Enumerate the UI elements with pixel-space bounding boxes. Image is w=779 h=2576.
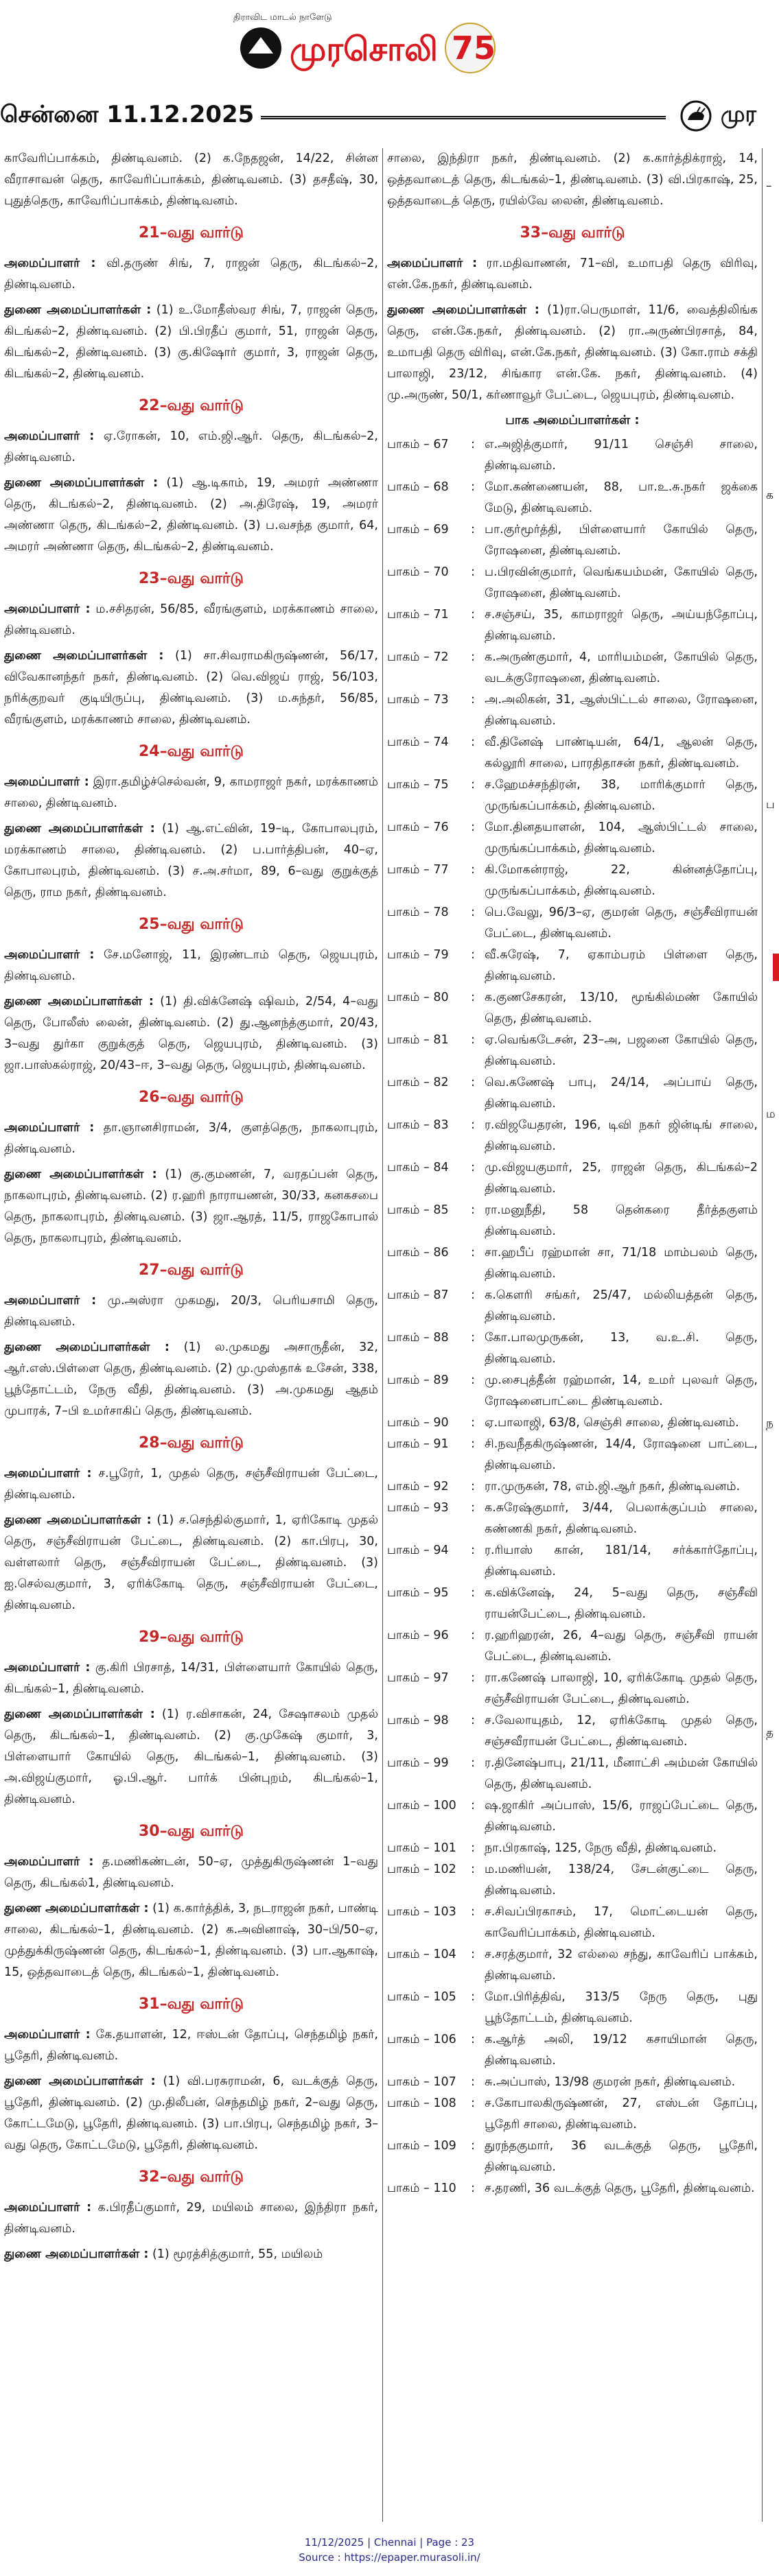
booth-row	[387, 1413, 758, 1434]
edition-bar	[0, 98, 779, 138]
separator: :	[471, 1841, 475, 1855]
booth-organizer: க.சுரேஷ்குமார், 3/44, பெலாக்குப்பம் சாலை, கண்ணகி நகர், திண்டிவனம்.	[485, 1501, 758, 1536]
tagline: திராவிட மாடல் நாளேடு	[233, 12, 332, 23]
appointment-entry	[387, 253, 758, 296]
booth-row	[387, 1242, 758, 1285]
booth-organizer: ர.தினேஷ்பாபு, 21/11, மீனாட்சி அம்மன் கோயில் தெரு, திண்டிவனம்.	[485, 1756, 758, 1791]
booth-number: பாகம் – 101	[387, 1841, 456, 1855]
appointee-details: (1) உ.மோதீஸ்வர சிங், 7, ராஜன் தெரு, கிடங்கல்–2, திண்டிவனம். (2) பி.பிரதீப் குமார், 51, ராஜன் தெரு, கிடங்கல்–2, திண்டிவனம். (3) கு.கிஷோர் குமார், 3, ராஜன் தெரு, கிடங்கல்–2, திண்டிவனம்.	[4, 303, 378, 381]
booth-row	[387, 519, 758, 562]
booth-organizer: ச.சிவப்பிரகாசம், 17, மொட்டையன் தெரு, காவேரிப்பாக்கம், திண்டிவனம்.	[485, 1905, 758, 1940]
appointee-details: க.பிரதீப்குமார், 29, மயிலம் சாலை, இந்திரா நகர், திண்டிவனம்.	[4, 2201, 378, 2236]
separator: :	[471, 1437, 475, 1451]
booth-organizer: நா.பிரகாஷ், 125, நேரு வீதி, திண்டிவனம்.	[485, 1841, 717, 1855]
appointment-entry	[4, 1337, 378, 1422]
booth-number: பாகம் – 84	[387, 1161, 449, 1174]
appointment-entry	[4, 1704, 378, 1810]
booth-row	[387, 2178, 758, 2199]
role-label: அமைப்பாளர் :	[4, 602, 91, 616]
booth-organizer: ரா.மனுநீதி, 58 தென்கரை தீர்த்தகுளம் திண்டிவனம்.	[485, 1203, 758, 1238]
appointment-entry	[387, 300, 758, 406]
appointment-entry	[4, 772, 378, 814]
booth-organizer: துரந்தகுமார், 36 வடக்குத் தெரு, பூதேரி, திண்டிவனம்.	[485, 2139, 758, 2174]
separator: :	[471, 1373, 475, 1387]
booth-row	[387, 775, 758, 817]
appointee-details: சே.மனோஜ், 11, இரண்டாம் தெரு, ஜெயபுரம், திண்டிவனம்.	[4, 948, 378, 983]
role-label: துணை அமைப்பாளர்கள் :	[4, 1168, 157, 1181]
appointment-entry	[4, 253, 378, 296]
booth-row	[387, 945, 758, 987]
booth-row	[387, 987, 758, 1030]
appointee-details: (1) ச.செந்தில்குமார், 1, ஏரிகோடி முதல் தெரு, சஞ்சீவிராயன் பேட்டை, திண்டிவனம். (2) கா.பிரபு, 30, வள்ளலார் தெரு, சஞ்சீவிராயன் பேட்டை, திண்டிவனம். (3) ஐ.செல்வகுமார், 3, ஏரிக்கோடி தெரு, சஞ்சீவிராயன் பேட்டை, திண்டிவனம்.	[4, 1513, 378, 1612]
booth-number: பாகம் – 99	[387, 1756, 449, 1770]
booth-organizer: மு.சைபுத்தீன் ரஹ்மான், 14, உமர் புலவர் தெரு, ரோஷனைபாட்டை திண்டிவனம்.	[485, 1373, 758, 1408]
ward-heading: 23–வது வார்டு	[138, 570, 244, 587]
separator: :	[471, 1990, 475, 2004]
appointment-entry	[4, 473, 378, 558]
booth-organizer: க.அருண்குமார், 4, மாரியம்மன், கோயில் தெரு, வடக்குரோஷனை, திண்டிவனம்.	[485, 650, 758, 685]
booth-organizer: பா.குர்மூர்த்தி, பிள்ளையார் கோயில் தெரு, ரோஷனை, திண்டிவனம்.	[485, 523, 758, 558]
booth-organizer: மோ.தினதயாளன், 104, ஆஸ்பிட்டல் சாலை, முருங்கப்பாக்கம், திண்டிவனம்.	[485, 820, 758, 855]
appointee-details: (1) க.கார்த்திக், 3, நடராஜன் நகர், பாண்டி சாலை, கிடங்கல்–1, திண்டிவனம். (2) க.அவினாஷ், 30–பி/50–ஏ, முத்துக்கிருஷ்ணன் தெரு, கிடங்கல்–1, திண்டிவனம். (3) பா.ஆகாஷ், 15, ஒத்தவாடைத் தெரு, கிடங்கல்–1, திண்டிவனம்.	[4, 1902, 378, 1979]
booth-number: பாகம் – 105	[387, 1990, 456, 2004]
clipped-text-fragment: –	[766, 179, 772, 193]
booth-row	[387, 1285, 758, 1327]
appointee-details: (1) கு.குமணன், 7, வரதப்பன் தெரு, நாகலாபுரம், திண்டிவனம். (2) ர.ஹரி நாராயணன், 30/33, கனகசபை தெரு, நாகலாபுரம், திண்டிவனம். (3) ஜா.ஆரத், 11/5, ராஜகோபால் தெரு, நாகலாபுரம், திண்டிவனம்.	[4, 1168, 378, 1245]
booth-organizer: ச.ஹேமச்சந்திரன், 38, மாரிக்குமார் தெரு, முருங்கப்பாக்கம், திண்டிவனம்.	[485, 778, 758, 813]
ward-heading: 27–வது வார்டு	[138, 1262, 244, 1279]
booth-number: பாகம் – 90	[387, 1416, 449, 1430]
booth-organizer: எ.அஜித்குமார், 91/11 செஞ்சி சாலை, திண்டிவனம்.	[485, 438, 758, 473]
appointment-entry	[4, 1164, 378, 1249]
appointee-details: (1) ல.முகமது அசாருதீன், 32, ஆர்.எஸ்.பிள்ளை தெரு, திண்டிவனம். (2) மு.முஸ்தாக் உசேன், 338, பூந்தோட்டம், நேரு வீதி, திண்டிவனம். (3) அ.முகமது ஆதம் முபாரக், 7–பி உமர்சாகிப் தெரு, திண்டிவனம்.	[4, 1340, 378, 1418]
booth-row	[387, 1540, 758, 1583]
ward-heading: 33–வது வார்டு	[520, 224, 625, 241]
booth-number: பாகம் – 77	[387, 863, 449, 877]
ward-heading: 25–வது வார்டு	[138, 916, 244, 933]
appointment-entry	[4, 1510, 378, 1616]
booth-row	[387, 2072, 758, 2093]
separator: :	[471, 1480, 475, 1493]
separator: :	[471, 1246, 475, 1260]
booth-number: பாகம் – 95	[387, 1586, 449, 1600]
booth-organizer: க.விக்னேஷ், 24, 5–வது தெரு, சஞ்சீவி ராயன்பேட்டை, திண்டிவனம்.	[485, 1586, 758, 1621]
booth-number: பாகம் – 76	[387, 820, 449, 834]
booth-row	[387, 1030, 758, 1072]
booth-row	[387, 860, 758, 902]
booth-row	[387, 1434, 758, 1476]
role-label: அமைப்பாளர் :	[387, 257, 478, 270]
booth-row	[387, 1795, 758, 1838]
separator: :	[471, 438, 475, 451]
booth-number: பாகம் – 107	[387, 2075, 456, 2089]
ward-heading: 21–வது வார்டு	[138, 224, 244, 241]
booth-number: பாகம் – 80	[387, 991, 449, 1004]
appointee-details: த.மணிகண்டன், 50–ஏ, முத்துகிருஷ்ணன் 1–வது தெரு, கிடங்கல்1, திண்டிவனம்.	[4, 1855, 378, 1890]
appointment-entry	[4, 426, 378, 469]
separator: :	[471, 1671, 475, 1685]
booth-organizer: சா.ஹபீப் ரஹ்மான் சா, 71/18 மாம்பலம் தெரு, திண்டிவனம்.	[485, 1246, 758, 1281]
appointee-details: ரா.மதிவாணன், 71–வி, உமாபதி தெரு விரிவு, என்.கே.நகர், திண்டிவனம்.	[387, 257, 758, 292]
booth-row	[387, 1753, 758, 1795]
appointee-details: (1)ரா.பெருமாள், 11/6, வைத்திலிங்க தெரு, என்.கே.நகர், திண்டிவனம். (2) ரா.அருண்பிரசாத், 84, உமாபதி தெரு விரிவு, என்.கே.நகர், திண்டிவனம். (3) கோ.ராம் சக்தி பாலாஜி, 23/12, சிங்கார என்.கே. நகர், திண்டிவனம். (4) மு.அருண், 50/1, கர்ணாவூர் பேட்டை, ஜெயபுரம், திண்டிவனம்.	[387, 303, 758, 402]
booth-row	[387, 1327, 758, 1370]
booth-number: பாகம் – 85	[387, 1203, 449, 1217]
booth-number: பாகம் – 109	[387, 2139, 456, 2153]
paragraph: சாலை, இந்திரா நகர், திண்டிவனம். (2) க.கார்த்திக்ராஜ், 14, ஒத்தவாடைத் தெரு, கிடங்கல்–1, திண்டிவனம். (3) வி.பிரகாஷ், 25, ஒத்தவாடைத் தெரு, ரயில்வே லைன், திண்டிவனம்.	[387, 152, 758, 208]
column-2-top	[387, 148, 758, 406]
booth-organizer: ஏ.பாலாஜி, 63/8, செஞ்சி சாலை, திண்டிவனம்.	[485, 1416, 739, 1430]
clipped-text-fragment: ம	[766, 1107, 776, 1121]
appointee-details: (1) மூரத்சித்குமார், 55, மயிலம்	[148, 2247, 323, 2261]
booth-row	[387, 477, 758, 519]
appointee-details: (1) தி.விக்னேஷ் ஷிவம், 2/54, 4–வது தெரு, போலீஸ் லைன், திண்டிவனம். (2) து.ஆனந்த்குமார், 20/43, 3–வது துர்கா குறுக்குத் தெரு, ஜெயபுரம், திண்டிவனம். (3) ஜா.பாஸ்கல்ராஜ், 20/43–ஈ, 3–வது தெரு, ஜெயபுரம், திண்டிவனம்.	[4, 995, 378, 1072]
appointment-entry	[4, 1463, 378, 1506]
booth-organizer: க.கௌரி சங்கர், 25/47, மல்லியத்தன் தெரு, திண்டிவனம்.	[485, 1288, 758, 1323]
booth-number: பாகம் – 78	[387, 906, 449, 919]
separator: :	[471, 991, 475, 1004]
booth-number: பாகம் – 87	[387, 1288, 449, 1302]
role-label: துணை அமைப்பாளர்கள் :	[4, 822, 155, 836]
bull-emblem-icon	[679, 99, 712, 132]
anniversary-badge: 75	[452, 29, 496, 67]
separator: :	[471, 1905, 475, 1919]
appointment-entry	[4, 599, 378, 641]
edition-city-date: சென்னை 11.12.2025	[0, 101, 255, 128]
appointee-details: ச.பூரேர், 1, முதல் தெரு, சஞ்சீவிராயன் பேட்டை, திண்டிவனம்.	[4, 1467, 378, 1502]
appointment-entry	[4, 1290, 378, 1333]
role-label: அமைப்பாளர் :	[4, 775, 89, 789]
booth-number: பாகம் – 94	[387, 1544, 449, 1557]
booth-number: பாகம் – 82	[387, 1076, 449, 1089]
booth-organizer: ச.சரத்குமார், 32 எல்லை சந்து, காவேரிப் பாக்கம், திண்டிவனம்.	[485, 1948, 758, 1983]
appointment-entry	[4, 818, 378, 903]
ward-heading: 29–வது வார்டு	[138, 1629, 244, 1646]
separator: :	[471, 2075, 475, 2089]
appointment-entry	[4, 1852, 378, 1894]
separator: :	[471, 1033, 475, 1047]
ward-heading: 24–வது வார்டு	[138, 743, 244, 760]
separator: :	[471, 1161, 475, 1174]
article-column-3-clipped	[766, 148, 779, 2522]
role-label: அமைப்பாளர் :	[4, 1661, 91, 1675]
edition-divider	[261, 116, 666, 119]
booth-row	[387, 1200, 758, 1242]
separator: :	[471, 1544, 475, 1557]
ward-heading: 31–வது வார்டு	[138, 1996, 244, 2013]
booth-number: பாகம் – 71	[387, 608, 449, 622]
booth-row	[387, 1157, 758, 1200]
booth-organizer: ரா.முருகன், 78, எம்.ஜி.ஆர் நகர், திண்டிவனம்.	[485, 1480, 741, 1493]
booth-row	[387, 1859, 758, 1902]
edition-right-text: முர	[721, 101, 757, 127]
separator: :	[471, 1288, 475, 1302]
booth-organizer: ச.தரணி, 36 வடக்குத் தெரு, பூதேரி, திண்டிவனம்.	[485, 2182, 755, 2195]
booth-organizer: வெ.கணேஷ் பாபு, 24/14, அப்பாய் தெரு, திண்டிவனம்.	[485, 1076, 758, 1111]
footer-date-page: 11/12/2025 | Chennai | Page : 23	[304, 2536, 475, 2549]
separator: :	[471, 906, 475, 919]
booth-number: பாகம் – 104	[387, 1948, 456, 1961]
logo-text: முரசொலி	[290, 30, 438, 69]
murasoli-logo	[233, 14, 522, 82]
role-label: அமைப்பாளர் :	[4, 2028, 91, 2042]
role-label: துணை அமைப்பாளர்கள் :	[387, 303, 539, 317]
separator: :	[471, 480, 475, 494]
appointment-entry	[4, 300, 378, 385]
role-label: அமைப்பாளர் :	[4, 257, 96, 270]
booth-number: பாகம் – 68	[387, 480, 449, 494]
booth-number: பாகம் – 89	[387, 1373, 449, 1387]
appointee-details: (1) வி.பரசுராமன், 6, வடக்குத் தெரு, பூதேரி, திண்டிவனம். (2) மு.திலீபன், செந்தமிழ் நகர், 2–வது தெரு, கோட்டமேடு, பூதேரி, திண்டிவனம். (3) பா.பிரபு, செந்தமிழ் நகர், 3–வது தெரு, கோட்டமேடு, பூதேரி, திண்டிவனம்.	[4, 2075, 378, 2152]
appointee-details: ம.சசிதரன், 56/85, வீரங்குளம், மரக்காணம் சாலை, திண்டிவனம்.	[4, 602, 378, 637]
booth-number: பாகம் – 69	[387, 523, 449, 536]
separator: :	[471, 2096, 475, 2110]
booth-organizer: சு.அப்பாஸ், 13/98 குமரன் நகர், திண்டிவனம்.	[485, 2075, 736, 2089]
appointee-details: ஏ.ரோகன், 10, எம்.ஜி.ஆர். தெரு, கிடங்கல்–2, திண்டிவனம்.	[4, 429, 378, 464]
separator: :	[471, 1118, 475, 1132]
booth-organizer: பெ.வேலு, 96/3–ஏ, குமரன் தெரு, சஞ்சீவிராயன் பேட்டை, திண்டிவனம்.	[485, 906, 758, 941]
booth-number: பாகம் – 92	[387, 1480, 449, 1493]
booth-organizer: மோ.கண்ணையன், 88, பா.உ.சு.நகர் ஜக்கை மேடு, திண்டிவனம்.	[485, 480, 758, 515]
role-label: துணை அமைப்பாளர்கள் :	[4, 2075, 156, 2088]
booth-number: பாகம் – 97	[387, 1671, 449, 1685]
separator: :	[471, 565, 475, 579]
separator: :	[471, 1863, 475, 1876]
booth-number: பாகம் – 100	[387, 1799, 456, 1812]
appointee-details: கு.கிரி பிரசாத், 14/31, பிள்ளையார் கோயில் தெரு, கிடங்கல்–1, திண்டிவனம்.	[4, 1661, 378, 1696]
role-label: துணை அமைப்பாளர்கள் :	[4, 476, 159, 490]
booth-row	[387, 732, 758, 775]
booth-organizer: ம.மணியன், 138/24, சேடன்குட்டை தெரு, திண்டிவனம்.	[485, 1863, 758, 1898]
appointment-entry	[4, 2244, 378, 2265]
separator: :	[471, 1203, 475, 1217]
ward-heading: 32–வது வார்டு	[138, 2169, 244, 2186]
booth-organizer: சி.நவநீதகிருஷ்ணன், 14/4, ரோஷனை பாட்டை, திண்டிவனம்.	[485, 1437, 758, 1472]
booth-organizer: மோ.பிரித்திவ், 313/5 நேரு தெரு, புது பூந்தோட்டம், திண்டிவனம்.	[485, 1990, 758, 2025]
booth-number: பாகம் – 108	[387, 2096, 456, 2110]
booth-number: பாகம் – 103	[387, 1905, 456, 1919]
separator: :	[471, 863, 475, 877]
article-column-2	[387, 148, 758, 2522]
appointee-details: (1) ஆ.எட்வின், 19–டி, கோபாலபுரம், மரக்காணம் சாலை, திண்டிவனம். (2) ப.பார்த்திபன், 40–ஏ, கோபாலபுரம், திண்டிவனம். (3) ச.அ.சர்மா, 89, 6–வது குறுக்குத் தெரு, ராம நகர், திண்டிவனம்.	[4, 822, 378, 899]
booth-row	[387, 1668, 758, 1710]
booth-row	[387, 689, 758, 732]
ward-heading: 22–வது வார்டு	[138, 397, 244, 414]
booth-organizer: வீ.சுரேஷ், 7, ஏகாம்பரம் பிள்ளை தெரு, திண்டிவனம்.	[485, 948, 758, 983]
booth-number: பாகம் – 72	[387, 650, 449, 664]
separator: :	[471, 1416, 475, 1430]
booth-number: பாகம் – 102	[387, 1863, 456, 1876]
booth-number: பாகம் – 73	[387, 693, 449, 707]
paragraph: காவேரிப்பாக்கம், திண்டிவனம். (2) க.நேதஜன், 14/22, சின்ன வீராசாவன் தெரு, காவேரிப்பாக்கம், திண்டிவனம். (3) தசதீஷ், 30, புதுத்தெரு, காவேரிப்பாக்கம், திண்டிவனம்.	[4, 152, 378, 208]
separator: :	[471, 1331, 475, 1345]
role-label: துணை அமைப்பாளர்கள் :	[4, 1513, 152, 1527]
separator: :	[471, 1756, 475, 1770]
booth-number: பாகம் – 98	[387, 1714, 449, 1727]
booth-row	[387, 1476, 758, 1498]
booth-organizer: ச.வேலாயுதம், 12, ஏரிக்கோடி முதல் தெரு, சஞ்சவீராயன் பேட்டை, திண்டிவனம்.	[485, 1714, 758, 1749]
booth-organizer: ச.சஞ்சய், 35, காமராஜர் தெரு, அய்யந்தோப்பு, திண்டிவனம்.	[485, 608, 758, 643]
booth-section-title: பாக அமைப்பாளர்கள் :	[505, 413, 640, 427]
article-column-1	[4, 148, 378, 2522]
role-label: அமைப்பாளர் :	[4, 948, 95, 962]
separator: :	[471, 2182, 475, 2195]
booth-row	[387, 1944, 758, 1987]
separator: :	[471, 1714, 475, 1727]
booth-row	[387, 1625, 758, 1668]
separator: :	[471, 1586, 475, 1600]
booth-organizer: க.ஆர்த் அலி, 19/12 கசாயிமான் தெரு, திண்டிவனம்.	[485, 2033, 758, 2068]
separator: :	[471, 1501, 475, 1515]
booth-organizer: ர.ரியாஸ் கான், 181/14, சர்க்கார்தோப்பு, திண்டிவனம்.	[485, 1544, 758, 1579]
role-label: துணை அமைப்பாளர்கள் :	[4, 649, 164, 663]
booth-number: பாகம் – 93	[387, 1501, 449, 1515]
appointment-entry	[4, 646, 378, 731]
booth-organizer: க.குணசேகரன், 13/10, மூங்கில்மண் கோயில் தெரு, திண்டிவனம்.	[485, 991, 758, 1026]
booth-number: பாகம் – 67	[387, 438, 449, 451]
appointee-details: தா.ஞானசிராமன், 3/4, குளத்தெரு, நாகலாபுரம், திண்டிவனம்.	[4, 1121, 378, 1156]
appointment-entry	[4, 1898, 378, 1983]
column-rule	[762, 148, 763, 2522]
booth-row	[387, 2029, 758, 2072]
red-marker	[773, 954, 779, 981]
booth-number: பாகம் – 83	[387, 1118, 449, 1132]
booth-organizer: ர.விஜயேதரன், 196, டிவி நகர் ஜின்டிங் சாலை, திண்டிவனம்.	[485, 1118, 758, 1153]
booth-row	[387, 562, 758, 604]
appointment-entry	[4, 2071, 378, 2156]
booth-number: பாகம் – 74	[387, 735, 449, 749]
booth-number: பாகம் – 70	[387, 565, 449, 579]
ward-heading: 30–வது வார்டு	[138, 1823, 244, 1840]
role-label: அமைப்பாளர் :	[4, 1855, 94, 1869]
appointment-entry	[4, 991, 378, 1076]
clipped-text-fragment: த	[766, 1726, 774, 1740]
appointee-details: இரா.தமிழ்ச்செல்வன், 9, காமராஜர் நகர், மரக்காணம் சாலை, திண்டிவனம்.	[4, 775, 378, 810]
separator: :	[471, 820, 475, 834]
booth-organizer: ரா.கணேஷ் பாலாஜி, 10, ஏரிக்கோடி முதல் தெரு, சஞ்சீவிராயன் பேட்டை, திண்டிவனம்.	[485, 1671, 758, 1706]
separator: :	[471, 948, 475, 962]
booth-row	[387, 1498, 758, 1540]
booth-organizer: மு.விஜயகுமார், 25, ராஜன் தெரு, கிடங்கல்–2 திண்டிவனம்.	[485, 1161, 758, 1196]
masthead	[0, 0, 779, 96]
booth-row	[387, 2136, 758, 2178]
booth-row	[387, 1710, 758, 1753]
appointment-entry	[4, 1118, 378, 1160]
role-label: துணை அமைப்பாளர்கள் :	[4, 303, 152, 317]
separator: :	[471, 735, 475, 749]
booth-number: பாகம் – 75	[387, 778, 449, 792]
column-rule	[382, 148, 383, 2522]
booth-row	[387, 1583, 758, 1625]
booth-row	[387, 1838, 758, 1859]
separator: :	[471, 1629, 475, 1642]
booth-organizer: அ.அலிகன், 31, ஆஸ்பிட்டல் சாலை, ரோஷனை, திண்டிவனம்.	[485, 693, 758, 728]
role-label: அமைப்பாளர் :	[4, 1121, 95, 1135]
separator: :	[471, 1948, 475, 1961]
clipped-text-fragment: க	[766, 488, 774, 502]
appointee-details: (1) ஆ.டிகாம், 19, அமரர் அண்ணா தெரு, கிடங்கல்–2, திண்டிவனம். (2) அ.திரேஷ், 19, அமரர் அண்ணா தெரு, கிடங்கல்–2, திண்டிவனம். (3) ப.வசந்த குமார், 64, அமரர் அண்ணா தெரு, கிடங்கல்–2, திண்டிவனம்.	[4, 476, 378, 554]
separator: :	[471, 1799, 475, 1812]
booth-row	[387, 647, 758, 689]
appointment-entry	[4, 2197, 378, 2240]
booth-number: பாகம் – 96	[387, 1629, 449, 1642]
booth-number: பாகம் – 88	[387, 1331, 449, 1345]
booth-row	[387, 1072, 758, 1115]
booth-organizer: ப.பிரவின்குமார், வெங்கயம்மன், கோயில் தெரு, ரோஷனை, திண்டிவனம்.	[485, 565, 758, 600]
clipped-text-fragment: ந	[766, 1417, 774, 1430]
separator: :	[471, 2033, 475, 2046]
role-label: துணை அமைப்பாளர்கள் :	[4, 1708, 155, 1721]
role-label: துணை அமைப்பாளர்கள் :	[4, 995, 154, 1008]
role-label: அமைப்பாளர் :	[4, 1467, 92, 1480]
booth-row	[387, 434, 758, 477]
booth-number: பாகம் – 81	[387, 1033, 449, 1047]
booth-number: பாகம் – 91	[387, 1437, 449, 1451]
booth-organizer: ச.கோபாலகிருஷ்ணன், 27, எஸ்டன் தோப்பு, பூதேரி சாலை, திண்டிவனம்.	[485, 2096, 758, 2131]
role-label: அமைப்பாளர் :	[4, 1294, 97, 1308]
booth-organizer: வீ.தினேஷ் பாண்டியன், 64/1, ஆலன் தெரு, கல்லூரி சாலை, பாரதிதாசன் நகர், திண்டிவனம்.	[485, 735, 758, 770]
separator: :	[471, 1076, 475, 1089]
booth-row	[387, 1987, 758, 2029]
booth-number: பாகம் – 86	[387, 1246, 449, 1260]
booth-row	[387, 817, 758, 860]
role-label: துணை அமைப்பாளர்கள் :	[4, 1902, 149, 1915]
separator: :	[471, 778, 475, 792]
booth-row	[387, 902, 758, 945]
appointee-details: (1) சா.சிவராமகிருஷ்ணன், 56/17, விவேகானந்தர் நகர், திண்டிவனம். (2) வெ.விஜய் ராஜ், 56/103, நரிக்குறவர் குடியிருப்பு, திண்டிவனம். (3) ம.சுந்தர், 56/85, வீரங்குளம், மரக்காணம் சாலை, திண்டிவனம்.	[4, 649, 378, 726]
separator: :	[471, 523, 475, 536]
separator: :	[471, 650, 475, 664]
role-label: துணை அமைப்பாளர்கள் :	[4, 2247, 149, 2261]
booth-row	[387, 1370, 758, 1413]
booth-row	[387, 1115, 758, 1157]
appointment-entry	[4, 945, 378, 987]
ward-heading: 26–வது வார்டு	[138, 1089, 244, 1106]
booth-organizer: ர.ஹரிஹரன், 26, 4–வது தெரு, சஞ்சீவி ராயன் பேட்டை, திண்டிவனம்.	[485, 1629, 758, 1664]
footer-source: Source : https://epaper.murasoli.in/	[299, 2551, 480, 2564]
appointment-entry	[4, 1657, 378, 1700]
role-label: அமைப்பாளர் :	[4, 2201, 92, 2214]
booth-organizer: ஏ.வெங்கடேசன், 23–அ, பஜனை கோயில் தெரு, திண்டிவனம்.	[485, 1033, 758, 1068]
booth-organizer: கி.மோகன்ராஜ், 22, கின்னத்தோப்பு, முருங்கப்பாக்கம், திண்டிவனம்.	[485, 863, 758, 898]
appointee-details: (1) ர.விசாகன், 24, சேஷாசலம் முதல் தெரு, கிடங்கல்–1, திண்டிவனம். (2) கு.முகேஷ் குமார், 3, பிள்ளையார் கோயில் தெரு, கிடங்கல்–1, திண்டிவனம். (3) அ.விஜய்குமார், ஓ.பி.ஆர். பார்க் பின்புறம், கிடங்கல்–1, திண்டிவனம்.	[4, 1708, 378, 1806]
clipped-text-fragment: ப	[766, 798, 775, 812]
role-label: துணை அமைப்பாளர்கள் :	[4, 1340, 170, 1354]
booth-number: பாகம் – 110	[387, 2182, 456, 2195]
appointee-details: மு.அஸ்ரா முகமது, 20/3, பெரியசாமி தெரு, திண்டிவனம்.	[4, 1294, 378, 1329]
booth-list	[387, 434, 758, 2199]
booth-number: பாகம் – 79	[387, 948, 449, 962]
role-label: அமைப்பாளர் :	[4, 429, 95, 443]
booth-row	[387, 2093, 758, 2136]
page-footer	[0, 2535, 779, 2565]
booth-organizer: கோ.பாலமுருகன், 13, வ.உ.சி. தெரு, திண்டிவனம்.	[485, 1331, 758, 1366]
booth-row	[387, 1902, 758, 1944]
booth-organizer: ஷ.ஜாகிர் அப்பாஸ், 15/6, ராஜப்பேட்டை தெரு, திண்டிவனம்.	[485, 1799, 758, 1834]
separator: :	[471, 693, 475, 707]
booth-row	[387, 604, 758, 647]
booth-number: பாகம் – 106	[387, 2033, 456, 2046]
appointee-details: கே.தயாளன், 12, ஈஸ்டன் தோப்பு, செந்தமிழ் நகர், பூதேரி, திண்டிவனம்.	[4, 2028, 378, 2063]
appointment-entry	[4, 2024, 378, 2067]
separator: :	[471, 608, 475, 622]
appointee-details: வி.தருண் சிங், 7, ராஜன் தெரு, கிடங்கல்–2, திண்டிவனம்.	[4, 257, 378, 292]
ward-heading: 28–வது வார்டு	[138, 1434, 244, 1452]
separator: :	[471, 2139, 475, 2153]
